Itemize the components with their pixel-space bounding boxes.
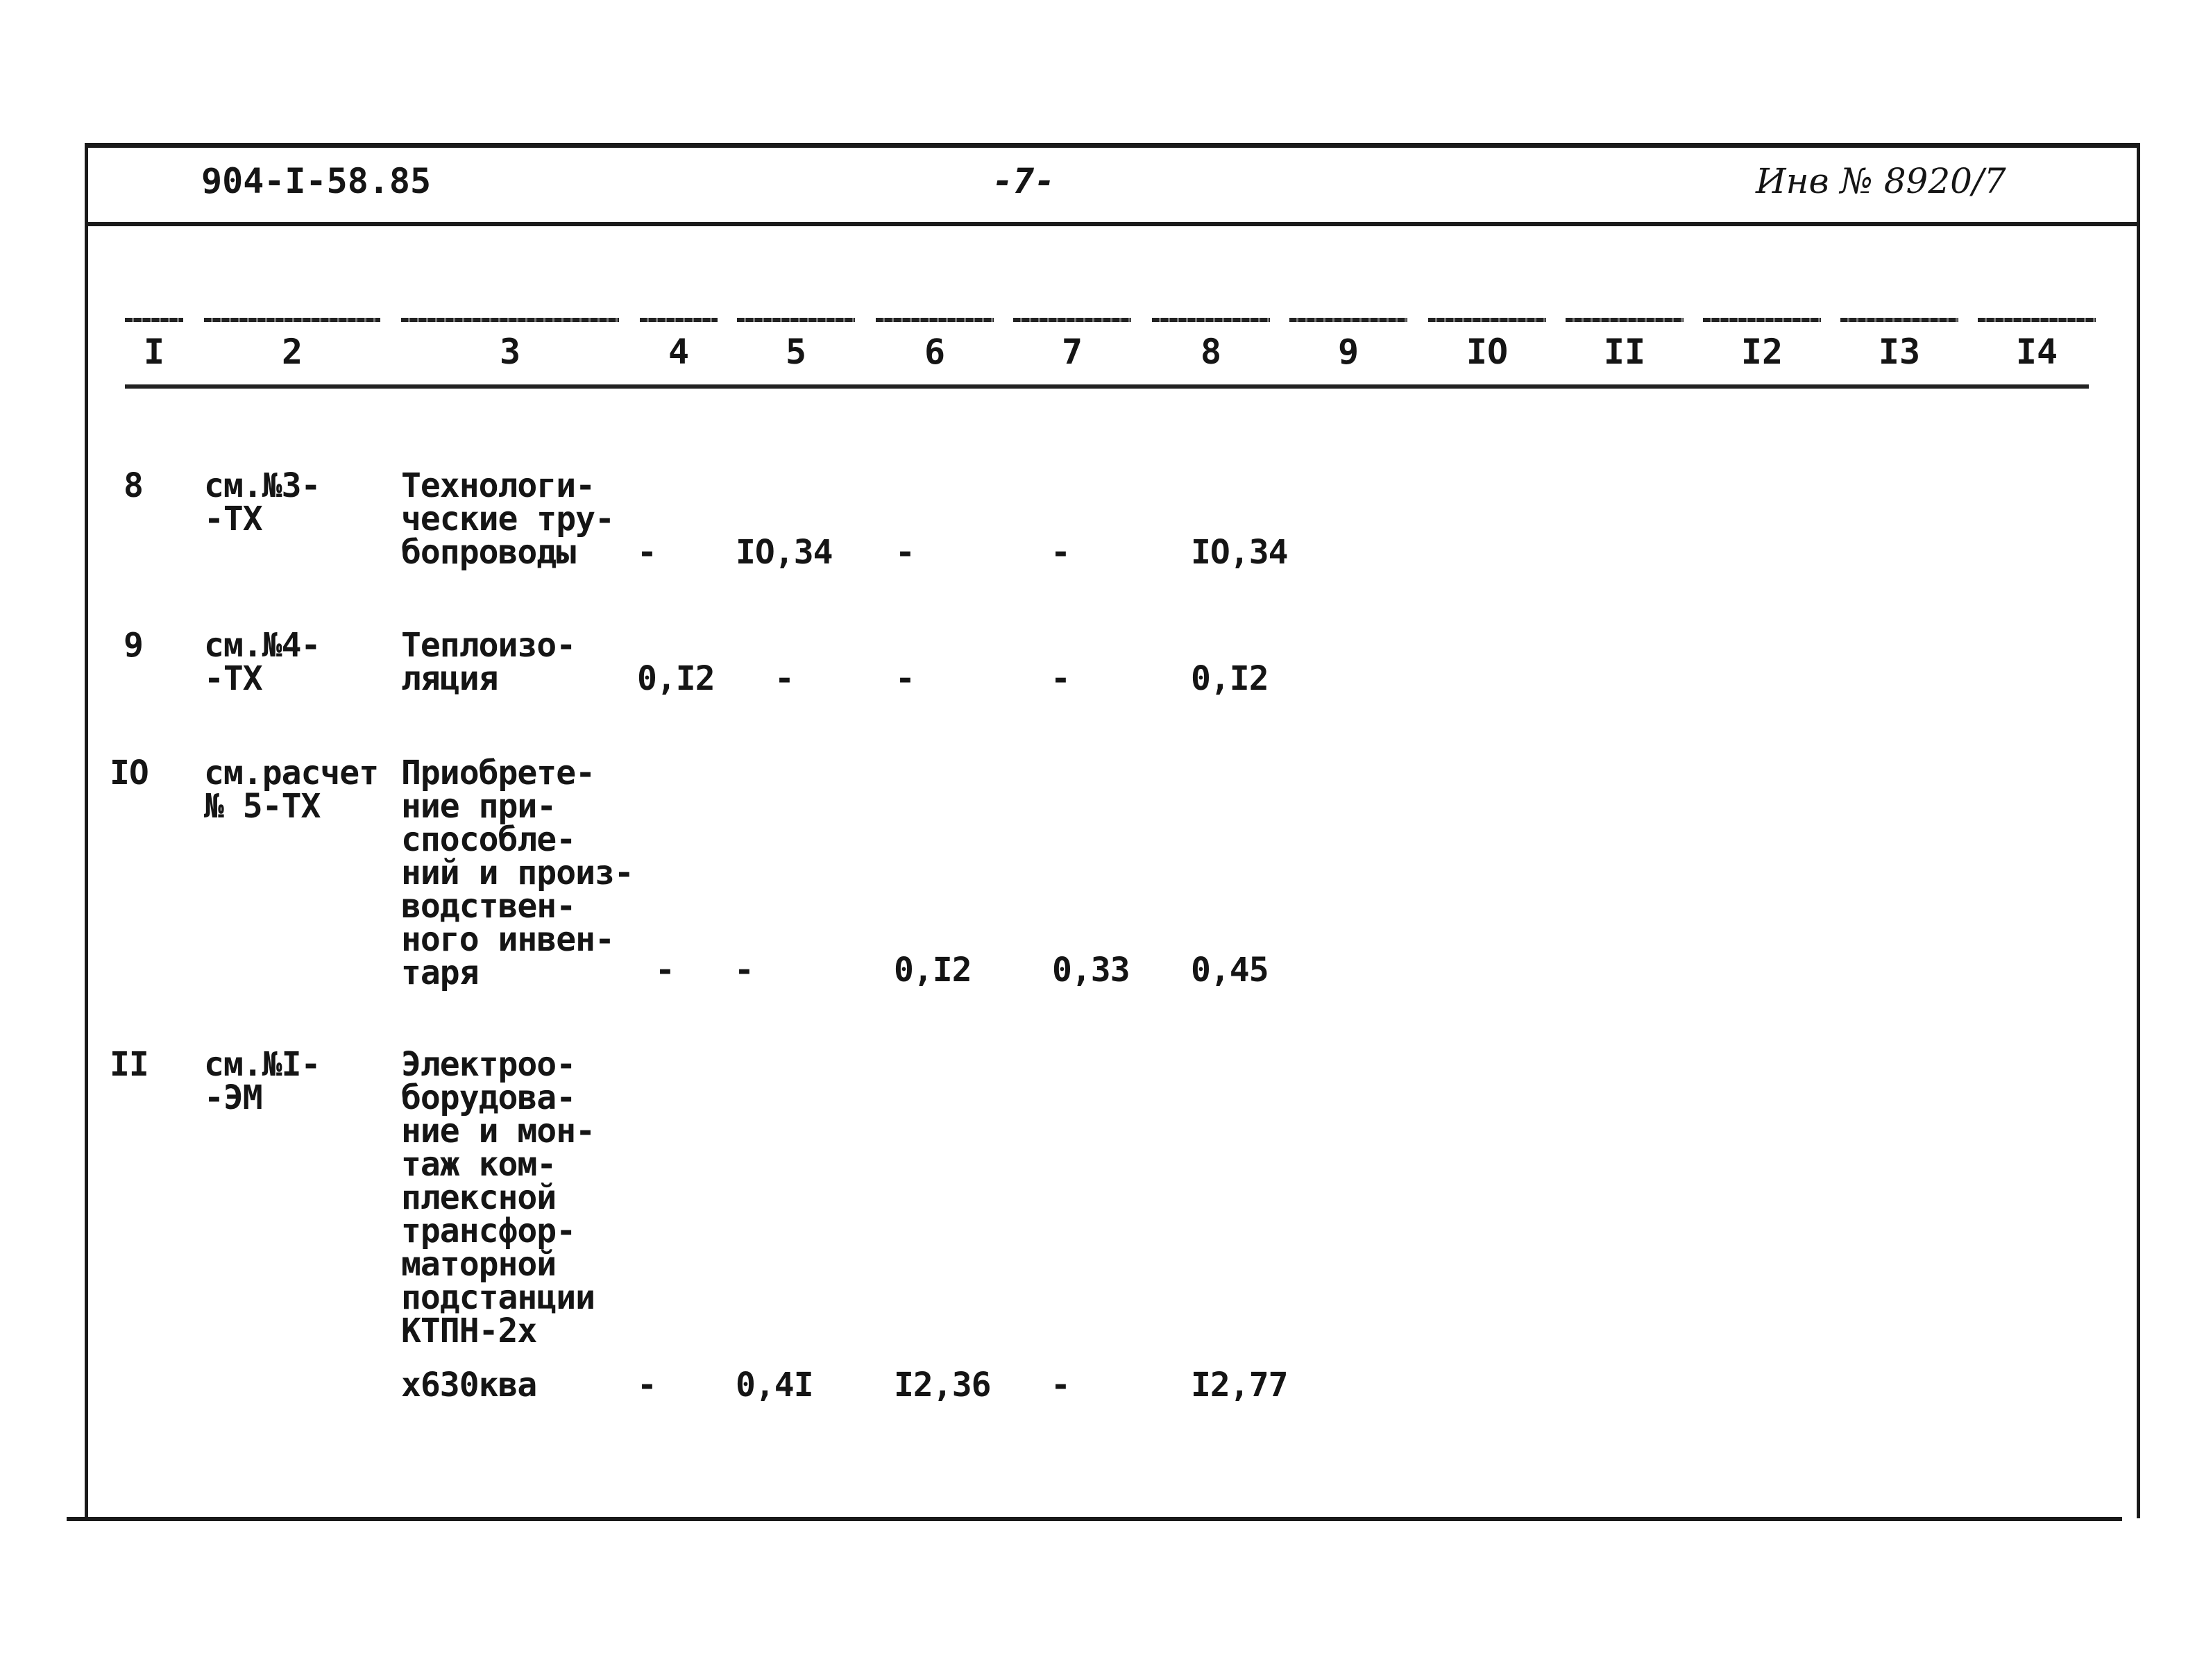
column-bar (204, 318, 380, 322)
header-divider (85, 222, 2140, 226)
cell-col5: 0,4I (736, 1366, 813, 1405)
row-reference: см.расчет № 5-ТХ (204, 754, 379, 826)
column-number: I2 (1740, 332, 1783, 372)
column-number: I3 (1878, 332, 1921, 372)
inventory-number: Инв № 8920/7 (1756, 161, 2006, 201)
cell-col6: - (895, 533, 915, 572)
column-bar (401, 318, 619, 322)
row-reference: см.№I- -ЭМ (204, 1045, 321, 1117)
row-description: Электроо- борудова- ние и мон- таж ком- плексной трансфор- маторной подстанции КТПН-2х (401, 1045, 595, 1350)
column-bar (125, 318, 183, 322)
column-number: 2 (281, 332, 303, 372)
cell-col6: - (895, 659, 915, 698)
cell-col6: 0,I2 (894, 951, 972, 990)
cell-col5: IO,34 (736, 533, 833, 572)
column-number: 3 (499, 332, 521, 372)
cell-col4: - (637, 533, 656, 572)
row-number: 9 (124, 626, 143, 665)
row-description: Технологи- ческие тру- бопроводы (401, 466, 614, 572)
cell-col7: - (1051, 533, 1070, 572)
column-bar (1703, 318, 1821, 322)
row-reference: см.№4- -ТХ (204, 626, 321, 698)
row-number: IO (110, 754, 149, 792)
column-number: II (1603, 332, 1646, 372)
cell-col7: 0,33 (1052, 951, 1130, 990)
row-number: 8 (124, 466, 143, 505)
column-bar (1566, 318, 1684, 322)
column-number: 6 (924, 332, 946, 372)
column-number: 9 (1337, 332, 1359, 372)
column-number: IO (1466, 332, 1509, 372)
cell-col7: - (1051, 1366, 1070, 1405)
row-description: Приобрете- ние при- способле- ний и произ- водствен- ного инвен- таря (401, 754, 634, 992)
column-bar (1152, 318, 1270, 322)
column-number: 5 (785, 332, 807, 372)
cell-col6: I2,36 (894, 1366, 991, 1405)
column-number: I (143, 332, 165, 372)
cell-col4: 0,I2 (637, 659, 715, 698)
row-number: II (110, 1045, 149, 1084)
column-bar (1428, 318, 1546, 322)
column-number: 4 (668, 332, 690, 372)
document-number: 904-I-58.85 (201, 161, 432, 201)
row-description: Теплоизо- ляция (401, 626, 576, 698)
page-number: -7- (992, 161, 1056, 201)
column-number: 7 (1061, 332, 1083, 372)
column-bar (737, 318, 855, 322)
row-reference: см.№3- -ТХ (204, 466, 321, 538)
cell-col7: - (1051, 659, 1070, 698)
cell-col5: - (774, 659, 794, 698)
column-bar (1289, 318, 1407, 322)
column-bar (1978, 318, 2096, 322)
cell-col8: 0,45 (1191, 951, 1269, 990)
cell-col8: I2,77 (1191, 1366, 1288, 1405)
column-bar (1840, 318, 1958, 322)
column-bar (640, 318, 718, 322)
cell-col4: - (655, 951, 675, 990)
column-number: I4 (2015, 332, 2058, 372)
cell-col5: - (734, 951, 754, 990)
frame-bottom-border (67, 1517, 2122, 1521)
column-bar (1013, 318, 1131, 322)
cell-col8: 0,I2 (1191, 659, 1269, 698)
row-description-last-line: х630ква (401, 1366, 537, 1405)
column-header-underline (125, 384, 2089, 389)
cell-col8: IO,34 (1191, 533, 1288, 572)
cell-col4: - (637, 1366, 656, 1405)
column-number: 8 (1200, 332, 1222, 372)
column-bar (876, 318, 994, 322)
